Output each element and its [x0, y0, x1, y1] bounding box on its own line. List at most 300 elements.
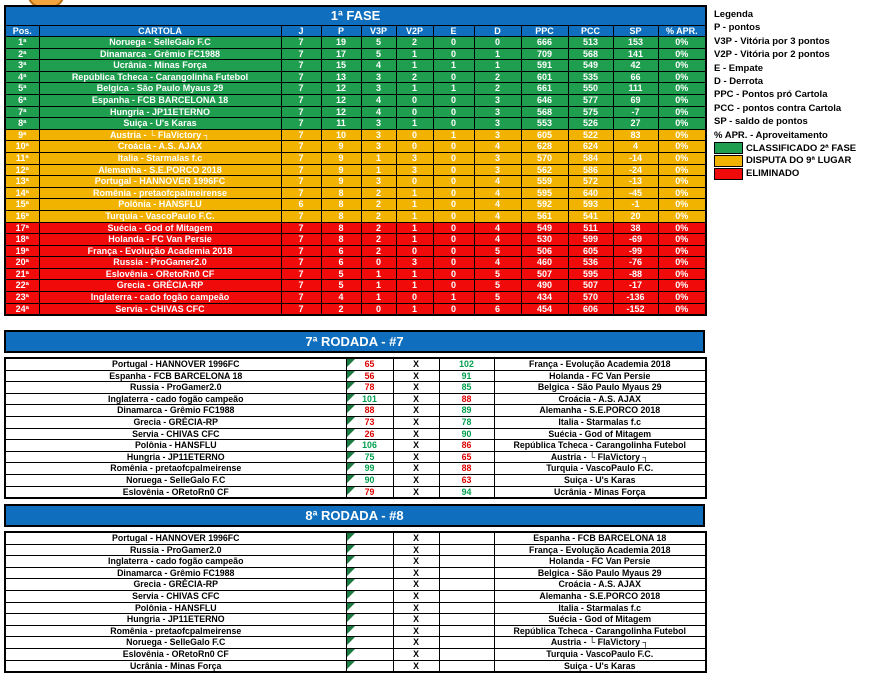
match-versus: X [393, 602, 439, 614]
match-away-team: Turquia - VascoPaulo F.C. [494, 463, 706, 475]
match-home-score-value: 75 [364, 451, 375, 462]
standings-cell-pos: 8ª [5, 118, 39, 130]
standings-cell-sp: 153 [613, 37, 658, 49]
match-row [5, 474, 706, 486]
match-home-score [346, 370, 393, 382]
standings-cell-v2p: 1 [396, 268, 433, 280]
match-versus: X [393, 556, 439, 568]
standings-cell-d: 4 [474, 210, 521, 222]
standings-cell-j: 7 [281, 129, 321, 141]
standings-row [5, 60, 706, 72]
match-away-score [439, 614, 494, 626]
match-row [5, 382, 706, 394]
standings-cell-pos: 14ª [5, 187, 39, 199]
standings-cell-apr: 0% [658, 60, 706, 72]
standings-cell-j: 7 [281, 292, 321, 304]
match-away-score [439, 660, 494, 672]
standings-cell-apr: 0% [658, 152, 706, 164]
standings-cell-v3p: 2 [361, 210, 396, 222]
match-home-team: Hungria - JP11ETERNO [5, 451, 346, 463]
standings-cell-pos: 3ª [5, 60, 39, 72]
standings-cell-pcc: 584 [568, 152, 613, 164]
match-away-score [439, 590, 494, 602]
standings-cell-apr: 0% [658, 303, 706, 315]
legend-zone-eliminado [714, 167, 866, 180]
standings-cell-d: 4 [474, 257, 521, 269]
standings-cell-sp: -1 [613, 199, 658, 211]
standings-cell-d: 3 [474, 106, 521, 118]
standings-cell-apr: 0% [658, 245, 706, 257]
match-home-score [346, 382, 393, 394]
comment-triangle-icon [347, 533, 355, 541]
standings-cell-cartola: Austria - └ FlaVictory ┐ [39, 129, 281, 141]
standings-cell-p: 9 [321, 152, 361, 164]
standings-cell-v3p: 1 [361, 268, 396, 280]
standings-row [5, 71, 706, 83]
match-versus: X [393, 405, 439, 417]
standings-header-cell: CARTOLA [39, 26, 281, 37]
match-home-team: Dinamarca - Grêmio FC1988 [5, 567, 346, 579]
standings-cell-v3p: 2 [361, 245, 396, 257]
round8-table [4, 531, 707, 673]
standings-cell-cartola: Hungria - JP11ETERNO [39, 106, 281, 118]
legend-swatch-eliminado [714, 168, 743, 180]
standings-cell-e: 0 [433, 176, 474, 188]
legend-swatch-disputa [714, 155, 743, 167]
standings-cell-d: 1 [474, 48, 521, 60]
match-away-team: Turquia - VascoPaulo F.C. [494, 648, 706, 660]
match-home-score [346, 567, 393, 579]
match-away-team: Italia - Starmalas f.c [494, 602, 706, 614]
match-home-team: Portugal - HANNOVER 1996FC [5, 358, 346, 370]
standings-cell-v2p: 1 [396, 60, 433, 72]
standings-cell-v2p: 1 [396, 280, 433, 292]
match-away-score [439, 637, 494, 649]
standings-cell-cartola: Holanda - FC Van Persie [39, 234, 281, 246]
legend-title: Legenda [714, 9, 754, 20]
match-away-score-value: 102 [459, 359, 474, 369]
standings-cell-v2p: 0 [396, 106, 433, 118]
standings-cell-p: 15 [321, 60, 361, 72]
standings-row [5, 199, 706, 211]
standings-cell-v2p: 3 [396, 257, 433, 269]
standings-cell-pcc: 550 [568, 83, 613, 95]
match-versus: X [393, 451, 439, 463]
standings-cell-v3p: 4 [361, 106, 396, 118]
standings-cell-d: 2 [474, 83, 521, 95]
comment-triangle-icon [347, 614, 355, 622]
standings-cell-v2p: 1 [396, 187, 433, 199]
match-away-score-value: 65 [461, 451, 472, 462]
comment-triangle-icon [347, 487, 355, 495]
match-versus: X [393, 382, 439, 394]
match-row [5, 486, 706, 498]
standings-cell-cartola: Servia - CHIVAS CFC [39, 303, 281, 315]
legend-items [714, 21, 866, 142]
standings-cell-apr: 0% [658, 83, 706, 95]
standings-cell-v3p: 3 [361, 141, 396, 153]
match-away-score [439, 416, 494, 428]
standings-cell-j: 6 [281, 199, 321, 211]
legend-item: PPC - Pontos pró Cartola [714, 89, 828, 101]
match-away-team: Suiça - U's Karas [494, 474, 706, 486]
match-row [5, 463, 706, 475]
standings-cell-p: 17 [321, 48, 361, 60]
comment-triangle-icon [347, 417, 355, 425]
match-versus: X [393, 660, 439, 672]
standings-cell-apr: 0% [658, 257, 706, 269]
match-away-score-value: 78 [461, 416, 472, 427]
standings-cell-pos: 21ª [5, 268, 39, 280]
match-versus: X [393, 370, 439, 382]
match-home-team: Hungria - JP11ETERNO [5, 614, 346, 626]
standings-cell-j: 7 [281, 60, 321, 72]
standings-cell-e: 0 [433, 106, 474, 118]
standings-cell-j: 7 [281, 164, 321, 176]
standings-cell-e: 1 [433, 129, 474, 141]
standings-cell-v2p: 1 [396, 199, 433, 211]
match-home-team: Polônia - HANSFLU [5, 602, 346, 614]
standings-cell-v3p: 5 [361, 48, 396, 60]
match-away-team: Italia - Starmalas f.c [494, 416, 706, 428]
standings-cell-d: 3 [474, 164, 521, 176]
match-home-team: Eslovênia - ORetoRn0 CF [5, 648, 346, 660]
match-away-score [439, 532, 494, 544]
standings-cell-ppc: 646 [521, 94, 568, 106]
comment-triangle-icon [347, 637, 355, 645]
standings-cell-pcc: 522 [568, 129, 613, 141]
standings-cell-v3p: 3 [361, 118, 396, 130]
standings-cell-apr: 0% [658, 176, 706, 188]
standings-cell-cartola: Portugal - HANNOVER 1996FC [39, 176, 281, 188]
standings-cell-j: 7 [281, 37, 321, 49]
standings-cell-pos: 24ª [5, 303, 39, 315]
standings-cell-p: 8 [321, 199, 361, 211]
standings-cell-pcc: 605 [568, 245, 613, 257]
standings-cell-apr: 0% [658, 234, 706, 246]
standings-cell-ppc: 661 [521, 83, 568, 95]
standings-cell-pos: 4ª [5, 71, 39, 83]
standings-cell-e: 0 [433, 234, 474, 246]
standings-cell-apr: 0% [658, 292, 706, 304]
standings-row [5, 106, 706, 118]
standings-cell-pcc: 507 [568, 280, 613, 292]
standings-cell-ppc: 490 [521, 280, 568, 292]
standings-cell-cartola: Italia - Starmalas f.c [39, 152, 281, 164]
standings-cell-p: 8 [321, 210, 361, 222]
standings-cell-pcc: 624 [568, 141, 613, 153]
standings-cell-pcc: 577 [568, 94, 613, 106]
standings-cell-d: 5 [474, 245, 521, 257]
match-home-team: Servia - CHIVAS CFC [5, 590, 346, 602]
standings-cell-pcc: 599 [568, 234, 613, 246]
match-home-score [346, 416, 393, 428]
standings-cell-v3p: 1 [361, 164, 396, 176]
standings-cell-pcc: 535 [568, 71, 613, 83]
comment-triangle-icon [347, 626, 355, 634]
standings-cell-sp: -88 [613, 268, 658, 280]
match-home-score [346, 660, 393, 672]
standings-cell-e: 0 [433, 280, 474, 292]
standings-cell-ppc: 592 [521, 199, 568, 211]
standings-cell-j: 7 [281, 187, 321, 199]
standings-cell-v3p: 3 [361, 83, 396, 95]
standings-header-cell: D [474, 26, 521, 37]
standings-cell-cartola: Dinamarca - Grêmio FC1988 [39, 48, 281, 60]
standings-cell-pos: 1ª [5, 37, 39, 49]
match-versus: X [393, 393, 439, 405]
standings-cell-j: 7 [281, 303, 321, 315]
standings-cell-pos: 15ª [5, 199, 39, 211]
standings-cell-pos: 2ª [5, 48, 39, 60]
standings-row [5, 94, 706, 106]
match-home-score-value: 90 [364, 474, 375, 485]
comment-triangle-icon [347, 545, 355, 553]
standings-cell-cartola: Noruega - SelleGalo F.C [39, 37, 281, 49]
standings-cell-ppc: 460 [521, 257, 568, 269]
comment-triangle-icon [347, 661, 355, 669]
standings-cell-e: 0 [433, 48, 474, 60]
standings-cell-ppc: 605 [521, 129, 568, 141]
legend-item: E - Empate [714, 62, 764, 74]
legend-item: V3P - Vitória por 3 pontos [714, 35, 830, 47]
standings-cell-v2p: 0 [396, 245, 433, 257]
comment-triangle-icon [347, 452, 355, 460]
standings-cell-v3p: 3 [361, 176, 396, 188]
standings-cell-e: 0 [433, 94, 474, 106]
standings-cell-d: 3 [474, 152, 521, 164]
round7-table [4, 357, 707, 499]
standings-row [5, 48, 706, 60]
standings-cell-e: 0 [433, 210, 474, 222]
round7-body [5, 358, 706, 498]
match-away-score [439, 405, 494, 417]
match-home-team: Noruega - SelleGalo F.C [5, 474, 346, 486]
match-home-team: Romênia - pretaofcpalmeirense [5, 625, 346, 637]
standings-cell-d: 3 [474, 129, 521, 141]
match-home-score-value: 26 [364, 428, 375, 439]
standings-cell-apr: 0% [658, 37, 706, 49]
standings-cell-v3p: 3 [361, 71, 396, 83]
match-home-team: Eslovênia - ORetoRn0 CF [5, 486, 346, 498]
standings-cell-v2p: 0 [396, 292, 433, 304]
standings-cell-v3p: 2 [361, 222, 396, 234]
match-away-score [439, 544, 494, 556]
standings-cell-sp: -152 [613, 303, 658, 315]
standings-cell-apr: 0% [658, 129, 706, 141]
standings-cell-pcc: 536 [568, 257, 613, 269]
standings-cell-v2p: 1 [396, 83, 433, 95]
standings-cell-e: 0 [433, 199, 474, 211]
standings-cell-e: 1 [433, 83, 474, 95]
standings-cell-ppc: 434 [521, 292, 568, 304]
standings-row [5, 176, 706, 188]
match-home-team: Polônia - HANSFLU [5, 440, 346, 452]
comment-triangle-icon [347, 371, 355, 379]
match-home-score-value: 78 [364, 382, 375, 393]
standings-cell-pos: 7ª [5, 106, 39, 118]
standings-cell-ppc: 553 [521, 118, 568, 130]
legend-item: V2P - Vitória por 2 pontos [714, 49, 830, 61]
match-away-score-value: 89 [461, 405, 472, 416]
standings-cell-sp: -13 [613, 176, 658, 188]
standings-cell-pcc: 595 [568, 268, 613, 280]
standings-cell-sp: 38 [613, 222, 658, 234]
standings-cell-v3p: 0 [361, 303, 396, 315]
legend-zone-disputa [714, 155, 866, 168]
match-versus: X [393, 440, 439, 452]
standings-cell-v3p: 2 [361, 187, 396, 199]
standings-cell-apr: 0% [658, 94, 706, 106]
standings-cell-v2p: 0 [396, 129, 433, 141]
match-away-team: República Tcheca - Carangolinha Futebol [494, 625, 706, 637]
standings-cell-e: 0 [433, 257, 474, 269]
comment-triangle-icon [347, 475, 355, 483]
standings-cell-cartola: Inglaterra - cado fogão campeão [39, 292, 281, 304]
standings-cell-v2p: 1 [396, 48, 433, 60]
standings-cell-ppc: 709 [521, 48, 568, 60]
legend-swatch-classificado [714, 142, 743, 154]
match-away-team: Suécia - God of Mitagem [494, 614, 706, 626]
standings-cell-j: 7 [281, 257, 321, 269]
legend-item: D - Derrota [714, 76, 764, 88]
match-row [5, 393, 706, 405]
standings-cell-v2p: 1 [396, 210, 433, 222]
standings-cell-cartola: República Tcheca - Carangolinha Futebol [39, 71, 281, 83]
match-row [5, 556, 706, 568]
standings-cell-pcc: 549 [568, 60, 613, 72]
match-row [5, 579, 706, 591]
standings-cell-apr: 0% [658, 199, 706, 211]
standings-row [5, 187, 706, 199]
match-away-score [439, 463, 494, 475]
standings-row [5, 245, 706, 257]
standings-cell-pos: 17ª [5, 222, 39, 234]
legend-item: P - pontos [714, 22, 761, 34]
standings-cell-v3p: 1 [361, 280, 396, 292]
standings-cell-j: 7 [281, 280, 321, 292]
standings-cell-v2p: 0 [396, 141, 433, 153]
standings-cell-d: 4 [474, 141, 521, 153]
standings-cell-e: 0 [433, 141, 474, 153]
standings-cell-e: 0 [433, 71, 474, 83]
standings-cell-d: 4 [474, 176, 521, 188]
match-home-team: Russia - ProGamer2.0 [5, 544, 346, 556]
match-versus: X [393, 486, 439, 498]
standings-cell-sp: -14 [613, 152, 658, 164]
standings-cell-e: 0 [433, 152, 474, 164]
standings-row [5, 280, 706, 292]
standings-cell-p: 2 [321, 303, 361, 315]
match-away-score [439, 486, 494, 498]
standings-cell-p: 8 [321, 222, 361, 234]
standings-cell-d: 6 [474, 303, 521, 315]
match-away-score [439, 648, 494, 660]
standings-cell-ppc: 559 [521, 176, 568, 188]
match-away-score [439, 370, 494, 382]
match-row [5, 625, 706, 637]
match-row [5, 544, 706, 556]
standings-cell-d: 0 [474, 37, 521, 49]
match-home-score [346, 474, 393, 486]
standings-cell-p: 12 [321, 106, 361, 118]
standings-cell-pos: 18ª [5, 234, 39, 246]
standings-cell-p: 9 [321, 141, 361, 153]
match-away-score-value: 94 [461, 486, 472, 497]
standings-cell-sp: 66 [613, 71, 658, 83]
standings-cell-apr: 0% [658, 106, 706, 118]
standings-cell-v2p: 1 [396, 234, 433, 246]
match-away-score [439, 556, 494, 568]
match-away-team: Holanda - FC Van Persie [494, 556, 706, 568]
standings-cell-sp: 83 [613, 129, 658, 141]
standings-cell-p: 19 [321, 37, 361, 49]
standings-cell-d: 3 [474, 118, 521, 130]
comment-triangle-icon [347, 429, 355, 437]
legend-zone-label: CLASSIFICADO 2ª FASE [746, 142, 857, 154]
comment-triangle-icon [347, 556, 355, 564]
legend-zones [714, 142, 866, 180]
standings-cell-cartola: Polônia - HANSFLU [39, 199, 281, 211]
standings-cell-sp: -24 [613, 164, 658, 176]
standings-cell-pcc: 511 [568, 222, 613, 234]
match-home-score [346, 486, 393, 498]
match-home-score-value: 73 [364, 416, 375, 427]
standings-cell-sp: 27 [613, 118, 658, 130]
standings-cell-v2p: 2 [396, 37, 433, 49]
match-versus: X [393, 428, 439, 440]
standings-cell-pos: 22ª [5, 280, 39, 292]
standings-header-cell: SP [613, 26, 658, 37]
standings-cell-p: 5 [321, 280, 361, 292]
standings-cell-d: 4 [474, 234, 521, 246]
standings-cell-pcc: 575 [568, 106, 613, 118]
match-away-score [439, 451, 494, 463]
match-versus: X [393, 416, 439, 428]
match-home-score [346, 544, 393, 556]
match-away-score-value: 88 [461, 393, 472, 404]
standings-cell-p: 11 [321, 118, 361, 130]
standings-header-cell: V2P [396, 26, 433, 37]
standings-cell-p: 13 [321, 71, 361, 83]
match-away-score-value: 86 [461, 440, 472, 451]
standings-cell-cartola: Grecia - GRÉCIA-RP [39, 280, 281, 292]
standings-cell-p: 12 [321, 94, 361, 106]
match-away-score [439, 393, 494, 405]
standings-row [5, 292, 706, 304]
standings-header-cell: PCC [568, 26, 613, 37]
standings-cell-d: 5 [474, 268, 521, 280]
match-home-score [346, 637, 393, 649]
standings-cell-p: 8 [321, 187, 361, 199]
comment-triangle-icon [347, 405, 355, 413]
standings-cell-v2p: 0 [396, 176, 433, 188]
match-away-score-value: 91 [461, 370, 472, 381]
match-row [5, 614, 706, 626]
comment-triangle-icon [347, 394, 355, 402]
standings-cell-cartola: Alemanha - S.E.PORCO 2018 [39, 164, 281, 176]
match-home-score-value: 99 [364, 463, 375, 474]
match-versus: X [393, 579, 439, 591]
standings-cell-e: 1 [433, 60, 474, 72]
standings-cell-cartola: Eslovênia - ORetoRn0 CF [39, 268, 281, 280]
standings-cell-pcc: 572 [568, 176, 613, 188]
standings-cell-pos: 16ª [5, 210, 39, 222]
comment-triangle-icon [347, 649, 355, 657]
standings-cell-apr: 0% [658, 187, 706, 199]
standings-cell-p: 8 [321, 234, 361, 246]
match-away-score [439, 567, 494, 579]
